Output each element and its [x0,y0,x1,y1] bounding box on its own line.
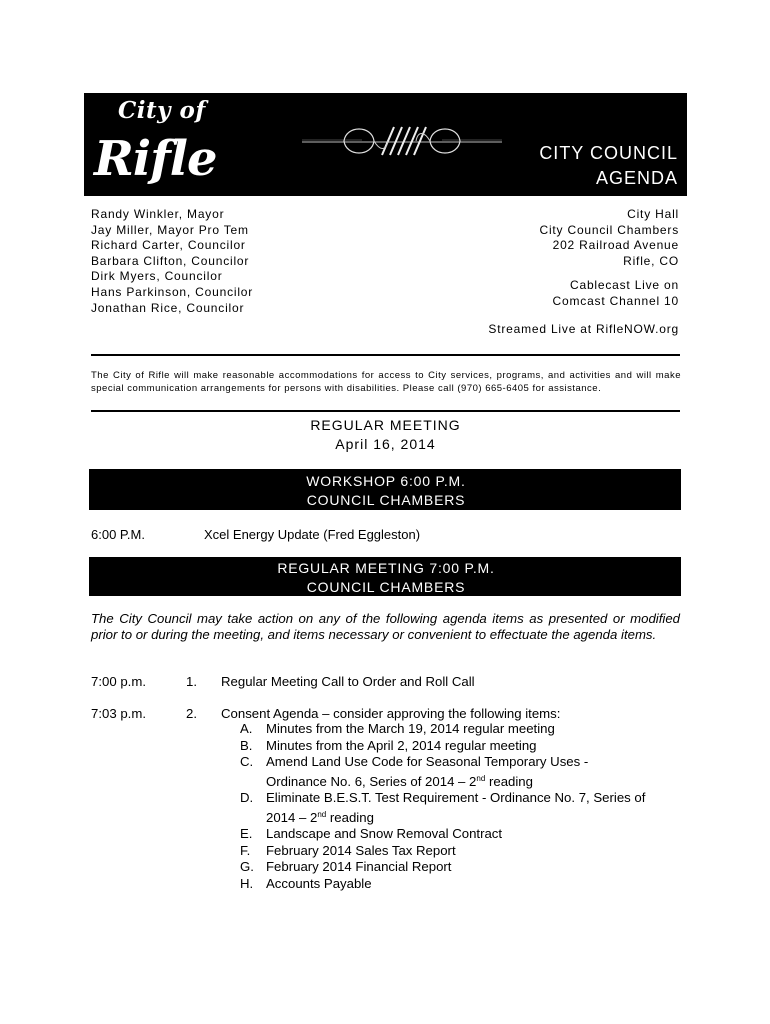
meeting-heading [91,416,680,454]
council-member: Jonathan Rice, Councilor [91,300,245,315]
agenda-item-time: 7:00 p.m. [91,674,146,689]
council-member: Randy Winkler, Mayor [91,207,225,221]
location-line: 202 Railroad Avenue [552,238,679,253]
consent-item-text-line: Ordinance No. 6, Series of 2014 – 2nd reading [266,773,533,789]
consent-item-letter: A. [240,721,253,736]
workshop-item-description: Xcel Energy Update (Fred Eggleston) [204,527,421,542]
regular-meeting-header-line2: COUNCIL CHAMBERS [306,579,466,595]
meeting-title: REGULAR MEETING [310,417,461,433]
logo-rifle-text: Rifle [94,131,217,187]
council-member: Richard Carter, Councilor [91,238,246,253]
location-line: Rifle, CO [623,253,679,268]
regular-meeting-header [89,557,681,596]
divider-rule [91,410,680,412]
consent-item [240,843,660,860]
consent-item-text: Landscape and Snow Removal Contract [266,826,503,841]
consent-item [240,790,660,826]
workshop-header [89,469,681,510]
consent-item-letter: G. [240,859,254,874]
cablecast-line: Comcast Channel 10 [552,293,679,308]
location-line: City Council Chambers [539,222,679,237]
agenda-item-number: 1. [186,674,197,689]
consent-item-text: February 2014 Sales Tax Report [266,842,456,858]
stream-line: Streamed Live at RifleNOW.org [488,321,679,336]
consent-agenda-list [240,721,660,892]
consent-item-text: Accounts Payable [266,875,372,891]
agenda-item-time: 7:03 p.m. [91,706,146,721]
cablecast-line: Cablecast Live on [570,278,679,293]
agenda-intro: The City Council may take action on any of the following agenda items as presented or modified prior to or during the meeting, and items necessary or convenient to effectuate the agenda items. [91,611,680,642]
meeting-date: April 16, 2014 [335,436,436,452]
agenda-item-text: Consent Agenda – consider approving the following items: [221,706,561,721]
agenda-item-text: Regular Meeting Call to Order and Roll Call [221,674,475,689]
logo-city-of-text: City of [118,97,206,124]
location-line: City Hall [627,207,679,221]
consent-item-letter: E. [240,826,253,841]
council-member: Barbara Clifton, Councilor [91,253,250,268]
consent-item-letter: F. [240,842,251,858]
consent-item [240,738,660,755]
agenda-title [539,141,678,191]
consent-item-text-line: Eliminate B.E.S.T. Test Requirement - Ordinance No. 7, Series of [266,790,646,805]
consent-item-text: Minutes from the April 2, 2014 regular meeting [266,737,537,753]
consent-item [240,721,660,738]
council-member: Hans Parkinson, Councilor [91,284,254,299]
consent-item-letter: B. [240,737,253,753]
flourish-ornament-icon [302,121,502,161]
consent-item-letter: H. [240,875,254,891]
agenda-title-line2: AGENDA [595,168,678,188]
council-member: Jay Miller, Mayor Pro Tem [91,222,249,237]
council-member: Dirk Myers, Councilor [91,269,223,284]
workshop-item-time: 6:00 P.M. [91,527,145,542]
consent-item [240,826,660,843]
consent-item-letter: D. [240,790,254,805]
regular-meeting-header-line1: REGULAR MEETING 7:00 P.M. [277,560,495,576]
agenda-item-number: 2. [186,706,197,721]
header-banner [84,93,687,196]
consent-item-text: Minutes from the March 19, 2014 regular meeting [266,721,555,736]
consent-item [240,876,660,893]
consent-item-text [266,790,686,826]
consent-item-text: February 2014 Financial Report [266,859,452,874]
accessibility-notice: The City of Rifle will make reasonable accommodations for access to City services, programs, and activities and will make special communication arrangements for persons with disabilities. Please call (970) 665-6405 for assistance. [91,370,681,394]
agenda-title-line1: CITY COUNCIL [539,143,678,163]
council-members-list [91,207,253,316]
consent-item-text-line: 2014 – 2nd reading [266,809,374,825]
consent-item-letter: C. [240,754,254,769]
meeting-location [488,207,679,337]
consent-item-text [266,754,686,790]
workshop-header-line1: WORKSHOP 6:00 P.M. [306,473,466,489]
consent-item [240,859,660,876]
consent-item [240,754,660,790]
consent-item-text-line: Amend Land Use Code for Seasonal Temporary Uses - [266,754,589,769]
divider-rule [91,354,680,356]
workshop-header-line2: COUNCIL CHAMBERS [306,492,466,508]
